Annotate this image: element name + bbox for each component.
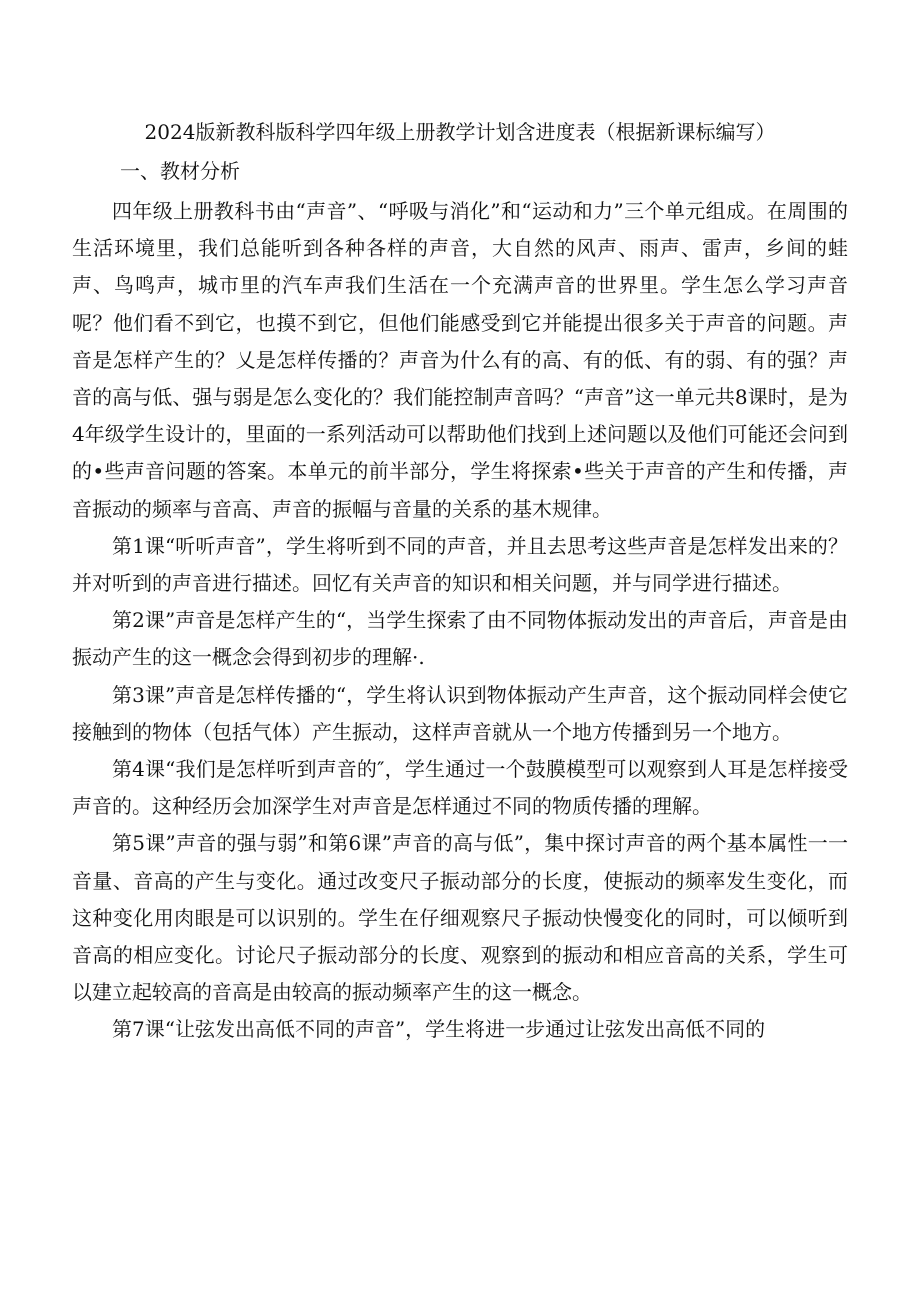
paragraph-lesson-2: 第2课”声音是怎样产生的“，当学生探索了由不同物体振动发出的声音后，声音是由振动产生的这一概念会得到初步的理解·. xyxy=(72,608,848,670)
paragraph-lesson-4: 第4课“我们是怎样听到声音的″，学生通过一个鼓膜模型可以观察到人耳是怎样接受声音的。这种经历会加深学生对声音是怎样通过不同的物质传播的理解。 xyxy=(72,757,848,819)
paragraph-lesson-3: 第3课”声音是怎样传播的“，学生将认识到物体振动产生声音，这个振动同样会使它接触到的物体（包括气体）产生振动，这样声音就从一个地方传播到另一个地方。 xyxy=(72,682,848,744)
paragraph-lesson-5-6: 第5课”声音的强与弱”和第6课”声音的高与低”，集中探讨声音的两个基本属性一一音量、音高的产生与变化。通过改变尺子振动部分的长度，使振动的频率发生变化，而这种变化用肉眼是可以识别的。学生在仔细观察尺子振动快慢变化的同时，可以倾听到音高的相应变化。讨论尺子振动部分的长度、观察到的振动和相应音高的关系，学生可以建立起较高的音高是由较高的振动频率产生的这一概念。 xyxy=(72,831,848,1005)
paragraph-lesson-1: 第1课“听听声音”，学生将听到不同的声音，并且去思考这些声音是怎样发出来的？并对听到的声音进行描述。回忆有关声音的知识和相关问题，并与同学进行描述。 xyxy=(72,533,848,596)
paragraph-intro: 四年级上册教科书由“声音”、“呼吸与消化”和“运动和力”三个单元组成。在周围的生活环境里，我们总能听到各种各样的声音，大自然的风声、雨声、雷声，乡间的蛙声、鸟鸣声，城市里的汽车声我们生活在一个充满声音的世界里。学生怎么学习声音呢？他们看不到它，也摸不到它，但他们能感受到它并能提出很多关于声音的问题。声音是怎样产生的？乂是怎样传播的？声音为什么有的高、有的低、有的弱、有的强？声音的高与低、强与弱是怎么变化的？我们能控制声音吗？“声音”这一单元共8课时，是为4年级学生设计的，里面的一系列活动可以帮助他们找到上述问题以及他们可能还会问到的•些声音问题的答案。本单元的前半部分，学生将探索•些关于声音的产生和传播，声音振动的频率与音高、声音的振幅与音量的关系的基木规律。 xyxy=(72,199,848,521)
document-title: 2024版新教科版科学四年级上册教学计划含进度表（根据新课标编写） xyxy=(144,120,776,144)
section-heading: 一、教材分析 xyxy=(120,159,240,183)
document-body xyxy=(72,193,848,1049)
paragraph-lesson-7: 第7课“让弦发出高低不同的声音”，学生将进一步通过让弦发出高低不同的 xyxy=(112,1017,766,1042)
